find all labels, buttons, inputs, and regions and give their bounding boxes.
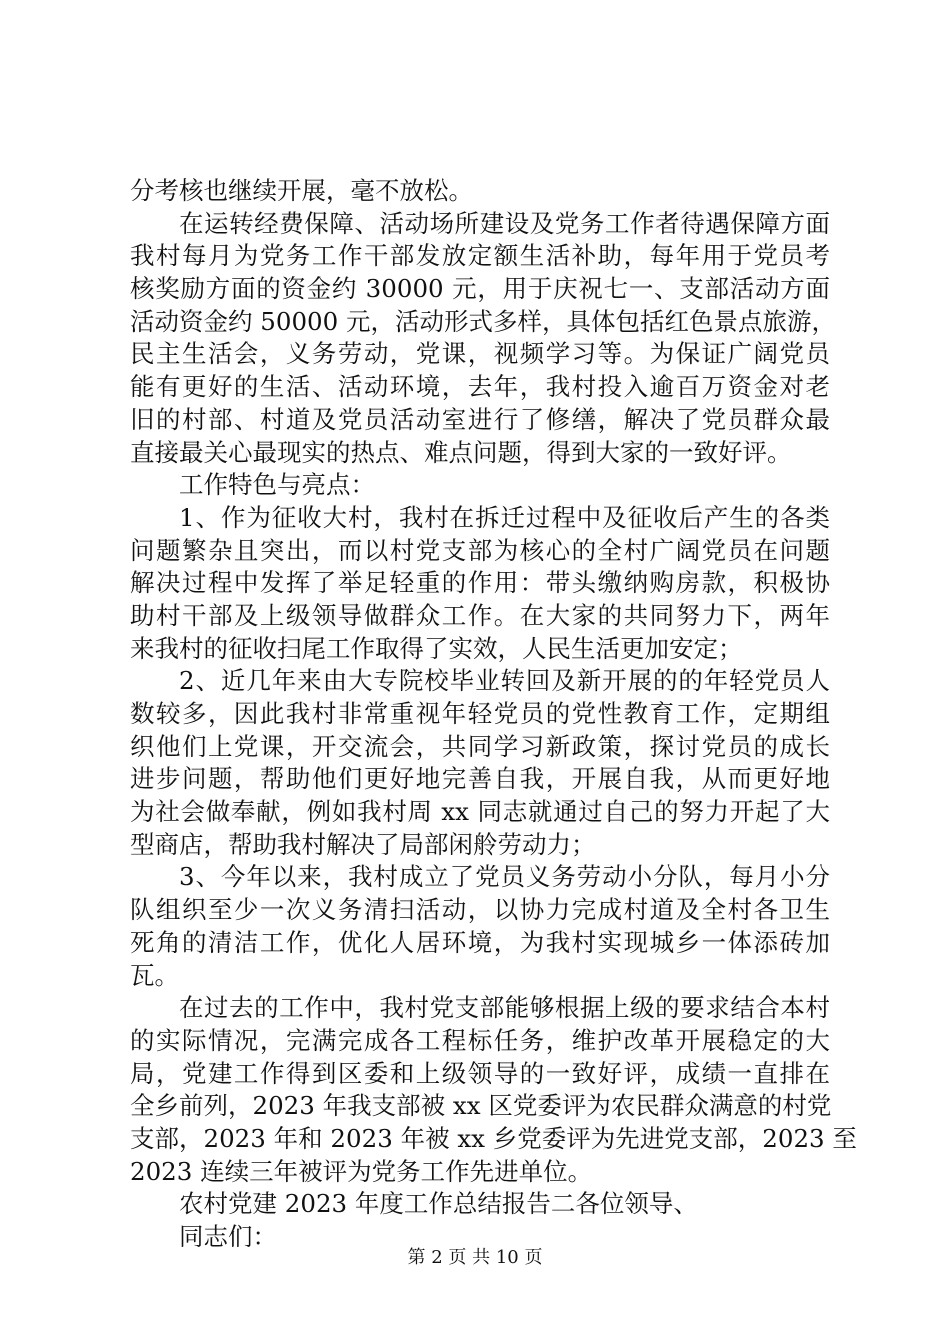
text-line: 瓦。	[130, 960, 179, 990]
text-line: 直接最关心最现实的热点、难点问题，得到大家的一致好评。	[130, 437, 792, 467]
text-line: 局，党建工作得到区委和上级领导的一致好评，成绩一直排在	[130, 1058, 830, 1088]
text-line: 全乡前列，2023 年我支部被 xx 区党委评为农民群众满意的村党	[130, 1091, 832, 1121]
text-line: 在运转经费保障、活动场所建设及党务工作者待遇保障方面	[179, 208, 830, 238]
text-line: 队组织至少一次义务清扫活动，以协力完成村道及全村各卫生	[130, 895, 830, 925]
text-line: 能有更好的生活、活动环境，去年，我村投入逾百万资金对老	[130, 372, 830, 402]
text-line: 在过去的工作中，我村党支部能够根据上级的要求结合本村	[179, 993, 830, 1023]
text-line: 数较多，因此我村非常重视年轻党员的党性教育工作，定期组	[130, 699, 830, 728]
text-line: 死角的清洁工作，优化人居环境，为我村实现城乡一体添砖加	[130, 927, 830, 957]
text-line: 3、今年以来，我村成立了党员义务劳动小分队，每月小分	[179, 862, 830, 892]
text-line: 来我村的征收扫尾工作取得了实效，人民生活更加安定；	[130, 633, 743, 663]
text-line: 问题繁杂且突出，而以村党支部为核心的全村广阔党员在问题	[130, 535, 830, 565]
text-line: 2023 连续三年被评为党务工作先进单位。	[130, 1156, 593, 1186]
text-line: 工作特色与亮点：	[179, 470, 375, 500]
page-footer: 第 2 页 共 10 页	[407, 1247, 543, 1268]
text-line: 分考核也继续开展，毫不放松。	[130, 176, 473, 205]
text-line: 1、作为征收大村，我村在拆迁过程中及征收后产生的各类	[179, 502, 830, 532]
text-line: 同志们：	[179, 1222, 277, 1251]
text-line: 型商店，帮助我村解决了局部闲舲劳动力；	[130, 829, 596, 859]
text-line: 的实际情况，完满完成各工程标任务，维护改革开展稳定的大	[130, 1025, 830, 1055]
text-line: 支部，2023 年和 2023 年被 xx 乡党委评为先进党支部，2023 至	[130, 1123, 857, 1153]
text-line: 进步问题，帮助他们更好地完善自我，开展自我，从而更好地	[130, 764, 830, 794]
text-line: 解决过程中发挥了举足轻重的作用：带头缴纳购房款，积极协	[130, 568, 830, 598]
text-line: 助村干部及上级领导做群众工作。在大家的共同努力下，两年	[130, 600, 830, 630]
text-line: 核奖励方面的资金约 30000 元，用于庆祝七一、支部活动方面	[130, 274, 830, 304]
document-body	[130, 175, 857, 1254]
text-line: 农村党建 2023 年度工作总结报告二各位领导、	[179, 1189, 698, 1219]
text-line: 活动资金约 50000 元，活动形式多样，具体包括红色景点旅游，	[130, 306, 837, 336]
text-line: 2、近几年来由大专院校毕业转回及新开展的的年轻党员人	[179, 666, 830, 696]
text-line: 民主生活会，义务劳动，党课，视频学习等。为保证广阔党员	[130, 339, 830, 369]
text-line: 旧的村部、村道及党员活动室进行了修缮，解决了党员群众最	[130, 404, 830, 434]
text-line: 为社会做奉献，例如我村周 xx 同志就通过自己的努力开起了大	[130, 797, 830, 827]
text-line: 我村每月为党务工作干部发放定额生活补助，每年用于党员考	[130, 241, 830, 271]
text-line: 织他们上党课，开交流会，共同学习新政策，探讨党员的成长	[130, 731, 830, 761]
